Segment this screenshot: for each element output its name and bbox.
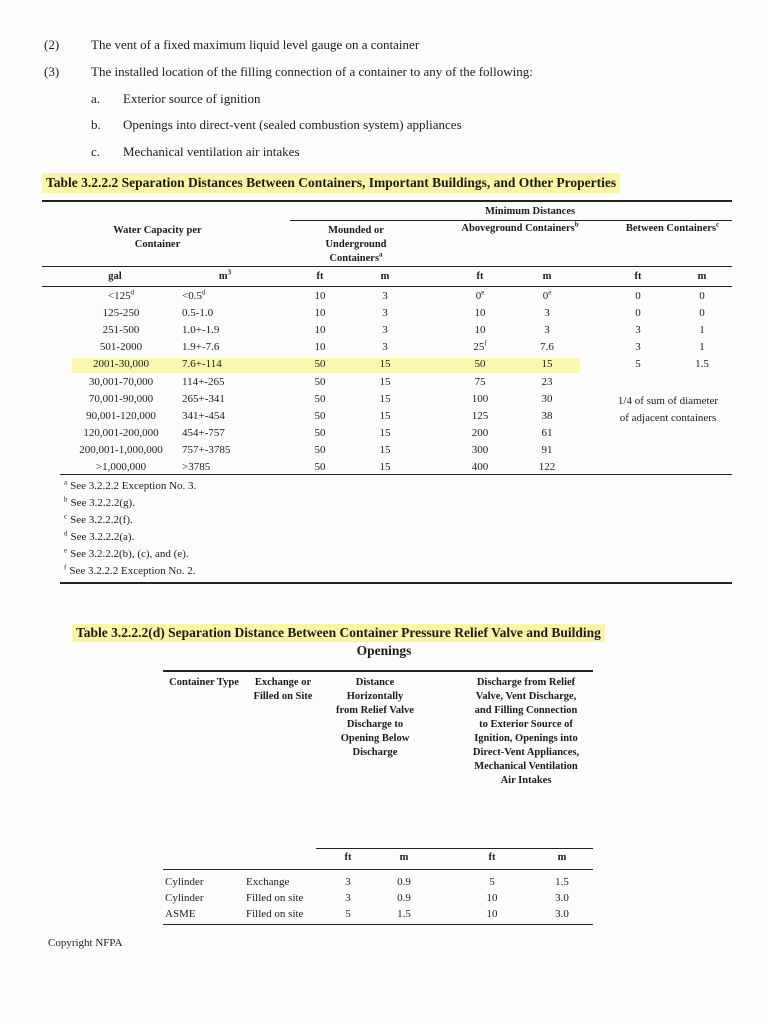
table2-header-rule bbox=[316, 848, 593, 849]
table1-header-aboveground bbox=[460, 222, 580, 236]
table-cell bbox=[460, 356, 500, 372]
table2-header-exchange: Exchange or Filled on Site bbox=[253, 677, 313, 702]
footnote-mark: a bbox=[379, 250, 383, 259]
table-cell: 10 bbox=[486, 908, 498, 920]
cell-text: 3 bbox=[544, 307, 550, 320]
table-cell bbox=[365, 356, 405, 372]
cell-text: 10 bbox=[314, 290, 326, 302]
cell-text: 10 bbox=[474, 307, 486, 320]
cell-text: 3 bbox=[544, 324, 550, 337]
table-cell: ASME bbox=[165, 908, 196, 920]
cell-text: 50 bbox=[314, 443, 326, 456]
header-text: Between Containers bbox=[625, 223, 716, 234]
footnote-mark: b bbox=[64, 495, 68, 504]
cell-text: 114+-265 bbox=[182, 375, 225, 388]
footnote bbox=[64, 563, 196, 580]
cell-text: 0 bbox=[635, 307, 641, 320]
table-cell: 3 bbox=[345, 876, 351, 888]
sublist-letter: b. bbox=[91, 117, 101, 132]
table-cell bbox=[460, 442, 500, 458]
sublist-text: Mechanical ventilation air intakes bbox=[123, 144, 300, 159]
table-cell bbox=[62, 408, 180, 424]
table-cell: 0.9 bbox=[397, 892, 411, 904]
table-cell: 0.9 bbox=[397, 876, 411, 888]
table-cell bbox=[682, 339, 722, 355]
cell-text: 757+-3785 bbox=[182, 443, 231, 456]
table-cell bbox=[300, 356, 340, 372]
table-cell bbox=[182, 288, 252, 304]
cell-text: 3 bbox=[635, 341, 641, 354]
cell-text: 23 bbox=[541, 375, 553, 388]
table1-header-mounded bbox=[306, 224, 406, 266]
table-cell bbox=[62, 442, 180, 458]
list-number: (2) bbox=[44, 37, 60, 52]
cell-text: 61 bbox=[541, 426, 553, 439]
table-cell bbox=[62, 288, 180, 304]
cell-text: 90,001-120,000 bbox=[86, 409, 156, 422]
header-text: Water Capacity per Container bbox=[113, 225, 202, 250]
unit-sup: 3 bbox=[227, 268, 232, 277]
table-cell bbox=[365, 288, 405, 304]
cell-text: 251-500 bbox=[102, 324, 140, 337]
sublist-text: Openings into direct-vent (sealed combustion system) appliances bbox=[123, 117, 462, 132]
sublist-text: Exterior source of ignition bbox=[123, 91, 261, 106]
table-cell: 3.0 bbox=[555, 892, 569, 904]
cell-text: 75 bbox=[474, 375, 486, 388]
unit-label: ft bbox=[476, 271, 484, 282]
table-cell bbox=[460, 305, 500, 321]
footnote bbox=[64, 529, 196, 546]
unit-label: m bbox=[542, 271, 552, 282]
table-cell bbox=[62, 356, 180, 372]
table-cell bbox=[682, 288, 722, 304]
footnote-mark: e bbox=[481, 288, 485, 297]
cell-text: 50 bbox=[314, 409, 326, 422]
unit-label: m bbox=[557, 852, 567, 863]
table-cell bbox=[62, 459, 180, 475]
cell-text: 3 bbox=[635, 324, 641, 337]
cell-text: 0 bbox=[635, 290, 641, 302]
sublist-letter: c. bbox=[91, 144, 101, 159]
table-cell bbox=[527, 459, 567, 475]
footnote-mark: e bbox=[64, 546, 68, 555]
table-cell bbox=[618, 305, 658, 321]
table-cell: Cylinder bbox=[165, 876, 204, 888]
table-cell bbox=[365, 459, 405, 475]
cell-text: 15 bbox=[379, 375, 391, 388]
cell-text: 91 bbox=[541, 443, 553, 456]
cell-text: 38 bbox=[541, 409, 553, 422]
footnote-mark: d bbox=[201, 288, 206, 297]
table-cell bbox=[300, 374, 340, 390]
footnote-mark: d bbox=[130, 288, 135, 297]
unit-text: m bbox=[218, 271, 228, 282]
cell-text: 0 bbox=[699, 307, 705, 320]
cell-text: 400 bbox=[471, 461, 489, 473]
table-cell bbox=[682, 322, 722, 338]
footnote bbox=[64, 495, 196, 512]
table-cell bbox=[62, 322, 180, 338]
table-cell bbox=[460, 374, 500, 390]
table-cell bbox=[365, 322, 405, 338]
cell-text: 3 bbox=[382, 307, 388, 320]
table-cell bbox=[460, 391, 500, 407]
table-cell bbox=[182, 391, 252, 407]
table-cell bbox=[182, 425, 252, 441]
table1-bottom-rule bbox=[60, 582, 732, 584]
footnote-mark: b bbox=[574, 220, 579, 229]
footnote bbox=[64, 512, 196, 529]
cell-text: 50 bbox=[314, 426, 326, 439]
table2-title-cont: Openings bbox=[356, 643, 412, 658]
footnote-text: See 3.2.2.2(a). bbox=[70, 531, 135, 543]
cell-text: 200,001-1,000,000 bbox=[79, 443, 163, 456]
footnote-text: See 3.2.2.2(f). bbox=[70, 514, 133, 526]
table-cell bbox=[182, 356, 252, 372]
table2-header-type: Container Type bbox=[169, 677, 239, 688]
table-cell bbox=[527, 374, 567, 390]
unit-label: m bbox=[399, 852, 409, 863]
header-text: Mounded or Underground Containers bbox=[325, 225, 387, 264]
cell-text: 200 bbox=[471, 426, 489, 439]
table2-bottom-rule bbox=[163, 924, 593, 925]
table-cell bbox=[365, 374, 405, 390]
table-cell bbox=[182, 374, 252, 390]
table-cell: Exchange bbox=[246, 876, 290, 888]
table-cell bbox=[182, 442, 252, 458]
cell-text: 0 bbox=[542, 290, 549, 302]
table1-header-capacity bbox=[95, 224, 220, 252]
table-cell: 3.0 bbox=[555, 908, 569, 920]
table-cell bbox=[460, 459, 500, 475]
table-cell bbox=[527, 391, 567, 407]
table-cell bbox=[182, 305, 252, 321]
note-line: of adjacent containers bbox=[619, 412, 717, 424]
table-cell bbox=[460, 408, 500, 424]
table-cell bbox=[618, 356, 658, 372]
between-note bbox=[598, 393, 738, 427]
table-cell bbox=[300, 459, 340, 475]
table-cell bbox=[300, 425, 340, 441]
table-cell: 5 bbox=[489, 876, 495, 888]
footnote-mark: c bbox=[716, 220, 720, 229]
table-cell bbox=[460, 288, 500, 304]
table-cell bbox=[300, 288, 340, 304]
cell-text: 1.5 bbox=[695, 358, 709, 371]
cell-text: >1,000,000 bbox=[95, 461, 147, 473]
table2-header-distance: Distance Horizontally from Relief Valve Discharge to Opening Below Discharge bbox=[336, 677, 414, 758]
footnote bbox=[64, 546, 196, 563]
cell-text: 3 bbox=[382, 324, 388, 337]
table-cell bbox=[460, 425, 500, 441]
cell-text: 15 bbox=[379, 358, 391, 371]
table2-top-rule bbox=[163, 670, 593, 672]
table1-header-rule bbox=[42, 266, 732, 267]
table-cell bbox=[182, 322, 252, 338]
table-cell bbox=[460, 322, 500, 338]
cell-text: 125 bbox=[471, 409, 489, 422]
table1-footnotes bbox=[64, 478, 196, 580]
table-cell bbox=[300, 391, 340, 407]
cell-text: 50 bbox=[474, 358, 486, 371]
table-cell bbox=[365, 391, 405, 407]
table1-title: Table 3.2.2.2 Separation Distances Between Containers, Important Buildings, and Other Properties bbox=[42, 173, 620, 193]
footnote-text: See 3.2.2.2(b), (c), and (e). bbox=[70, 548, 189, 560]
table-cell bbox=[365, 305, 405, 321]
table2-units-rule bbox=[163, 869, 593, 870]
unit-label: ft bbox=[634, 271, 642, 282]
table-cell bbox=[300, 442, 340, 458]
table-cell: 3 bbox=[345, 892, 351, 904]
cell-text: 50 bbox=[314, 392, 326, 405]
cell-text: 2001-30,000 bbox=[93, 358, 149, 371]
cell-text: 341+-454 bbox=[182, 409, 225, 422]
table-cell: 5 bbox=[345, 908, 351, 920]
copyright-text: Copyright NFPA bbox=[48, 937, 123, 949]
cell-text: 1 bbox=[699, 341, 705, 354]
unit-label: m bbox=[380, 271, 390, 282]
table-cell bbox=[182, 408, 252, 424]
cell-text: 0.5-1.0 bbox=[182, 307, 214, 320]
footnote-text: See 3.2.2.2(g). bbox=[70, 497, 135, 509]
table1-body-rule bbox=[60, 474, 732, 475]
list-text: The installed location of the filling connection of a container to any of the following: bbox=[91, 64, 533, 79]
cell-text: 100 bbox=[471, 392, 489, 405]
table-cell bbox=[62, 391, 180, 407]
table-cell bbox=[527, 322, 567, 338]
cell-text: 70,001-90,000 bbox=[88, 392, 154, 405]
cell-text: 25 bbox=[473, 341, 485, 354]
note-fraction: 1/4 bbox=[617, 395, 632, 407]
cell-text: 7.6 bbox=[540, 341, 554, 354]
table-cell bbox=[365, 425, 405, 441]
table-cell bbox=[300, 322, 340, 338]
cell-text: 50 bbox=[314, 358, 326, 371]
table-cell: 10 bbox=[486, 892, 498, 904]
cell-text: 15 bbox=[379, 392, 391, 405]
table-cell bbox=[62, 425, 180, 441]
table1-group-header: Minimum Distances bbox=[484, 206, 576, 217]
cell-text: 15 bbox=[379, 461, 391, 473]
cell-text: 3 bbox=[382, 341, 388, 354]
table1-units-rule bbox=[42, 286, 732, 287]
table-cell: 1.5 bbox=[397, 908, 411, 920]
table-cell bbox=[527, 425, 567, 441]
table-cell bbox=[618, 288, 658, 304]
table-cell bbox=[300, 339, 340, 355]
cell-text: 501-2000 bbox=[99, 341, 143, 354]
table-cell bbox=[618, 322, 658, 338]
table-cell: Filled on site bbox=[246, 892, 304, 904]
table2-header-discharge: Discharge from Relief Valve, Vent Discharge, and Filling Connection to Exterior Source of Ignition, Openings into Direct-Vent Appliances, Mechanical Ventilation Air Intakes bbox=[472, 677, 580, 786]
table-cell: 1.5 bbox=[555, 876, 569, 888]
table-cell bbox=[460, 339, 500, 355]
table-cell bbox=[527, 408, 567, 424]
sublist-letter: a. bbox=[91, 91, 101, 106]
table-cell bbox=[527, 356, 567, 372]
table-cell bbox=[527, 288, 567, 304]
footnote-text: See 3.2.2.2 Exception No. 2. bbox=[69, 565, 196, 577]
unit-label: ft bbox=[316, 271, 324, 282]
cell-text: 15 bbox=[379, 409, 391, 422]
footnote-mark: c bbox=[64, 512, 68, 521]
footnote-mark: a bbox=[64, 478, 68, 487]
unit-label bbox=[205, 270, 245, 284]
table-cell bbox=[62, 374, 180, 390]
table-cell: Cylinder bbox=[165, 892, 204, 904]
cell-text: 1.0+-1.9 bbox=[182, 324, 220, 337]
cell-text: 10 bbox=[314, 324, 326, 337]
cell-text: 265+-341 bbox=[182, 392, 225, 405]
table-cell bbox=[527, 305, 567, 321]
header-text: Aboveground Containers bbox=[461, 223, 575, 234]
cell-text: 10 bbox=[314, 307, 326, 320]
table1-top-rule bbox=[42, 200, 732, 202]
table-cell bbox=[527, 339, 567, 355]
cell-text: >3785 bbox=[182, 461, 211, 473]
table-cell bbox=[300, 408, 340, 424]
table-cell: Filled on site bbox=[246, 908, 304, 920]
table-cell bbox=[365, 339, 405, 355]
cell-text: 7.6+-114 bbox=[182, 358, 222, 371]
cell-text: <125 bbox=[107, 290, 131, 302]
table2-title: Table 3.2.2.2(d) Separation Distance Between Container Pressure Relief Valve and Building bbox=[72, 624, 605, 642]
cell-text: 3 bbox=[382, 290, 388, 302]
table-cell bbox=[62, 339, 180, 355]
cell-text: 122 bbox=[538, 461, 556, 473]
cell-text: 1.9+-7.6 bbox=[182, 341, 220, 354]
unit-label: m bbox=[697, 271, 707, 282]
cell-text: 10 bbox=[474, 324, 486, 337]
table-cell bbox=[682, 356, 722, 372]
table1-group-rule bbox=[290, 220, 732, 221]
cell-text: 5 bbox=[635, 358, 641, 371]
cell-text: 30 bbox=[541, 392, 553, 405]
cell-text: 15 bbox=[541, 358, 553, 371]
footnote bbox=[64, 478, 196, 495]
cell-text: 50 bbox=[314, 461, 326, 473]
table-cell bbox=[182, 459, 252, 475]
footnote-mark: f bbox=[484, 339, 487, 348]
list-number: (3) bbox=[44, 64, 60, 79]
footnote-mark: d bbox=[64, 529, 68, 538]
footnote-mark: e bbox=[548, 288, 552, 297]
table-cell bbox=[365, 442, 405, 458]
table-cell bbox=[365, 408, 405, 424]
cell-text: 30,001-70,000 bbox=[88, 375, 154, 388]
cell-text: 125-250 bbox=[102, 307, 140, 320]
table-cell bbox=[527, 442, 567, 458]
table-cell bbox=[682, 305, 722, 321]
cell-text: 0 bbox=[475, 290, 482, 302]
footnote-mark: f bbox=[64, 563, 67, 572]
cell-text: 0 bbox=[699, 290, 705, 302]
cell-text: 300 bbox=[471, 443, 489, 456]
cell-text: 1 bbox=[699, 324, 705, 337]
cell-text: 120,001-200,000 bbox=[83, 426, 159, 439]
table1-header-between bbox=[625, 222, 720, 236]
cell-text: <0.5 bbox=[182, 290, 202, 302]
unit-label: gal bbox=[108, 271, 122, 282]
footnote-text: See 3.2.2.2 Exception No. 3. bbox=[70, 480, 197, 492]
note-line: of sum of diameter bbox=[634, 395, 719, 407]
cell-text: 10 bbox=[314, 341, 326, 354]
cell-text: 50 bbox=[314, 375, 326, 388]
table-cell bbox=[618, 339, 658, 355]
cell-text: 15 bbox=[379, 426, 391, 439]
list-text: The vent of a fixed maximum liquid level gauge on a container bbox=[91, 37, 420, 52]
unit-label: ft bbox=[488, 852, 496, 863]
table-cell bbox=[300, 305, 340, 321]
table-cell bbox=[62, 305, 180, 321]
table-cell bbox=[182, 339, 252, 355]
unit-label: ft bbox=[344, 852, 352, 863]
cell-text: 15 bbox=[379, 443, 391, 456]
cell-text: 454+-757 bbox=[182, 426, 225, 439]
